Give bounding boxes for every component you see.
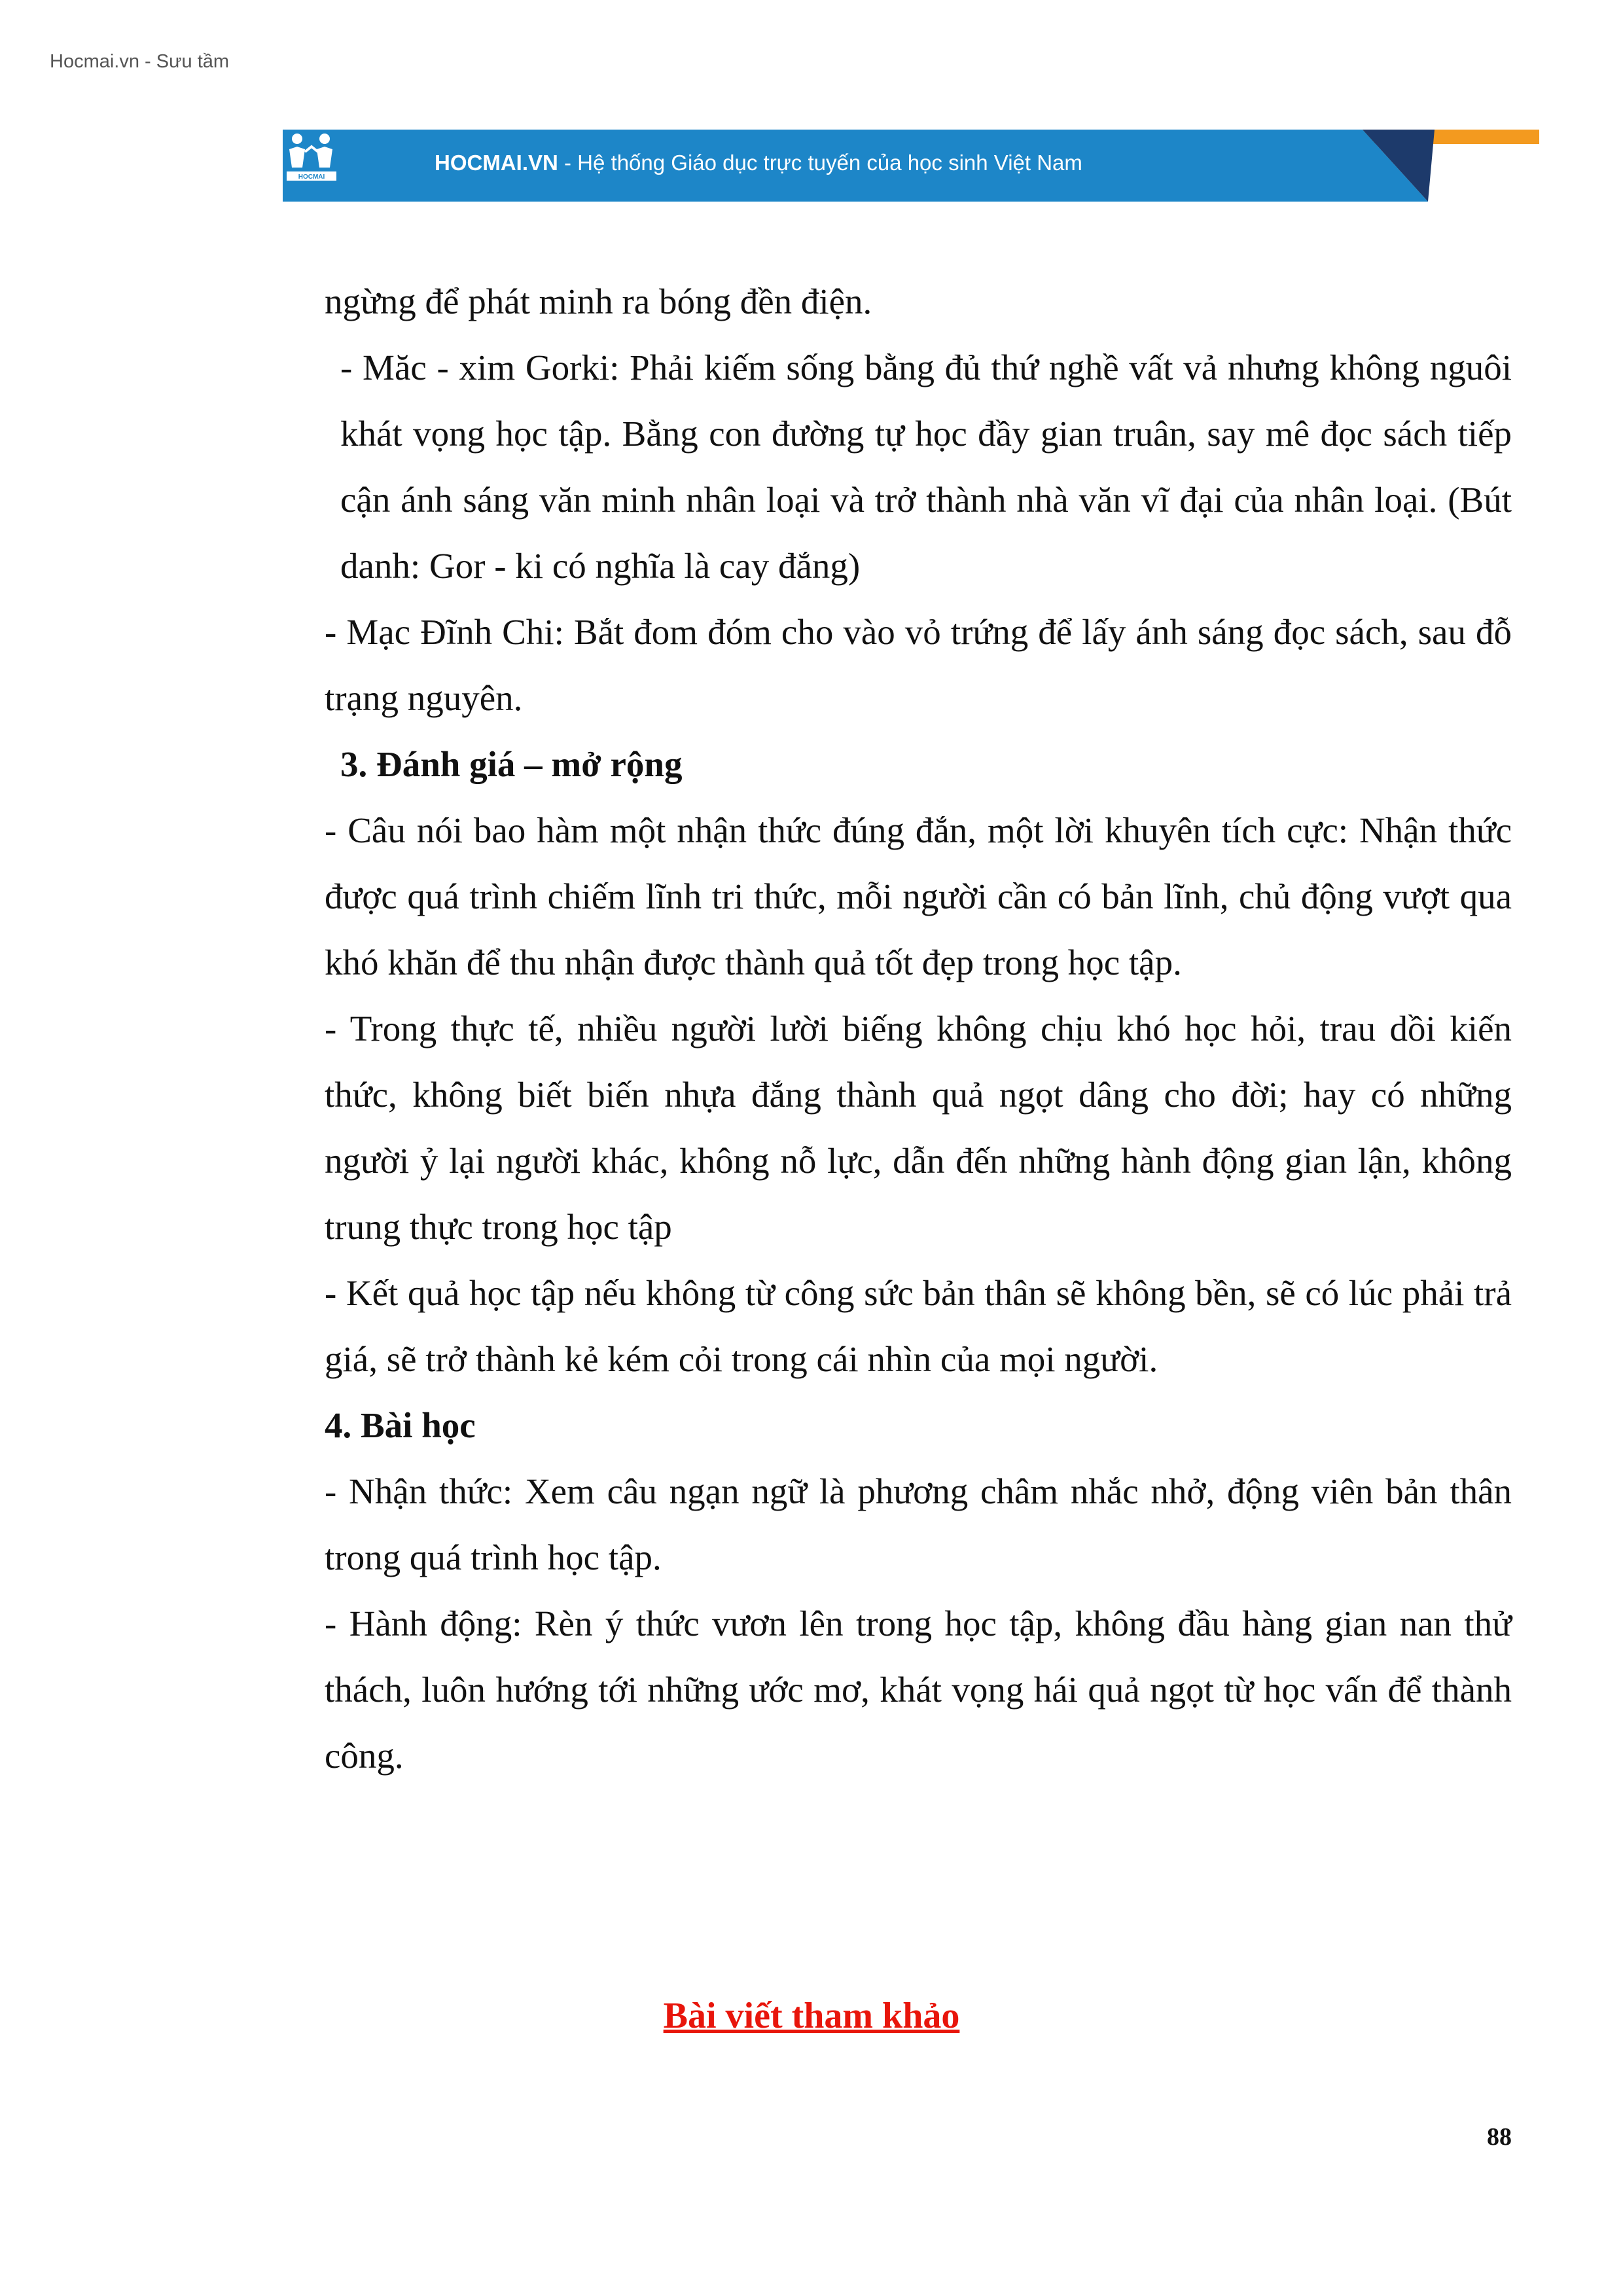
- section-heading: 4. Bài học: [325, 1405, 476, 1445]
- paragraph: - Nhận thức: Xem câu ngạn ngữ là phương châm nhắc nhở, động viên bản thân trong quá trình học tập.: [325, 1471, 1512, 1577]
- banner-text: [435, 151, 1082, 175]
- paragraph: - Măc - xim Gorki: Phải kiếm sống bằng đủ thứ nghề vất vả nhưng không nguôi khát vọng học tập. Bằng con đường tự học đầy gian truân, say mê đọc sách tiếp cận ánh sáng văn minh nhân loại và trở thành nhà văn vĩ đại của nhân loại. (Bút danh: Gor - ki có nghĩa là cay đắng): [340, 348, 1512, 586]
- page-number: 88: [1487, 2123, 1512, 2151]
- source-note: Hocmai.vn - Sưu tầm: [50, 51, 230, 72]
- paragraph: - Hành động: Rèn ý thức vươn lên trong học tập, không đầu hàng gian nan thử thách, luôn hướng tới những ước mơ, khát vọng hái quả ngọt từ học vấn để thành công.: [325, 1604, 1512, 1776]
- brand-name: HOCMAI.VN: [435, 151, 558, 175]
- paragraph: - Trong thực tế, nhiều người lười biếng không chịu khó học hỏi, trau dồi kiến thức, không biết biến nhựa đắng thành quả ngọt dâng cho đời; hay có những người ỷ lại người khác, không nỗ lực, dẫn đến những hành động gian lận, không trung thực trong học tập: [325, 1009, 1512, 1247]
- paragraph: ngừng để phát minh ra bóng đền điện.: [325, 281, 872, 321]
- section-heading: 3. Đánh giá – mở rộng: [340, 744, 683, 784]
- logo-text: HOCMAI: [298, 173, 325, 181]
- paragraph: - Kết quả học tập nếu không từ công sức bản thân sẽ không bền, sẽ có lúc phải trả giá, sẽ trở thành kẻ kém cỏi trong cái nhìn của mọi người.: [325, 1273, 1512, 1379]
- reference-title: Bài viết tham khảo: [663, 1996, 960, 2036]
- paragraph: - Mạc Đĩnh Chi: Bắt đom đóm cho vào vỏ trứng để lấy ánh sáng đọc sách, sau đỗ trạng nguyên.: [325, 612, 1512, 718]
- header-banner: [283, 130, 1539, 202]
- hocmai-logo-icon: [283, 130, 340, 183]
- brand-tagline: - Hệ thống Giáo dục trực tuyến của học sinh Việt Nam: [558, 151, 1082, 175]
- document-body: [325, 268, 1512, 1789]
- paragraph: - Câu nói bao hàm một nhận thức đúng đắn, một lời khuyên tích cực: Nhận thức được quá trình chiếm lĩnh tri thức, mỗi người cần có bản lĩnh, chủ động vượt qua khó khăn để thu nhận được thành quả tốt đẹp trong học tập.: [325, 810, 1512, 982]
